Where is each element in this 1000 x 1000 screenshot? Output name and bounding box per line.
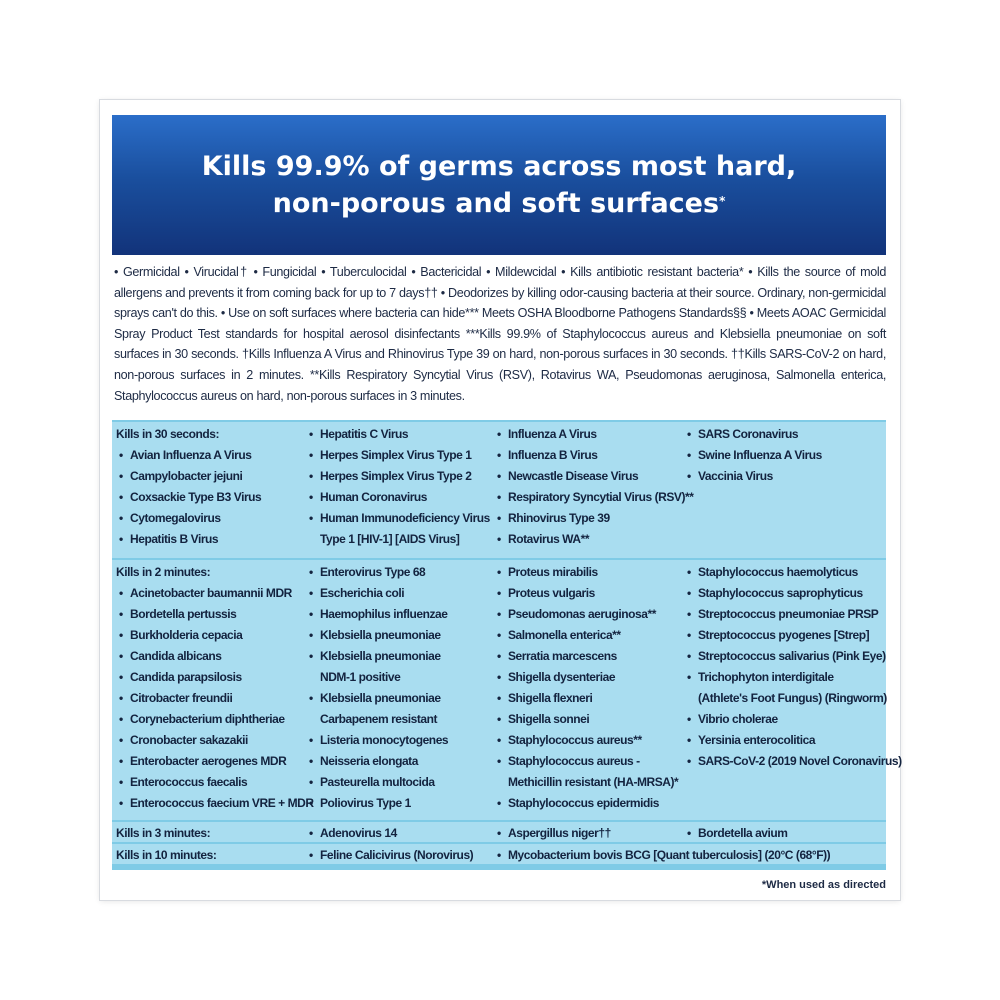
list-item: • Cronobacter sakazakii bbox=[116, 730, 306, 751]
list-item: • Staphylococcus aureus** bbox=[494, 730, 684, 751]
list-item: • Hepatitis B Virus bbox=[116, 529, 306, 550]
row-label: Kills in 2 minutes: bbox=[116, 565, 211, 579]
col-1 bbox=[116, 562, 314, 820]
list-item: • Enterococcus faecium VRE + MDR bbox=[116, 793, 306, 814]
list-item: • Shigella dysenteriae bbox=[494, 667, 684, 688]
list-item: • Herpes Simplex Virus Type 1 bbox=[306, 445, 494, 466]
list-item: • Swine Influenza A Virus bbox=[684, 445, 884, 466]
list-item: • Enterococcus faecalis bbox=[116, 772, 306, 793]
list-item: • Candida albicans bbox=[116, 646, 306, 667]
list-item: • Cytomegalovirus bbox=[116, 508, 306, 529]
list-item: • Klebsiella pneumoniae bbox=[306, 688, 494, 709]
list-item: • Vibrio cholerae bbox=[684, 709, 884, 730]
row-2-minutes bbox=[112, 560, 902, 820]
row-label: Kills in 10 minutes: bbox=[116, 848, 217, 862]
list-item: • Streptococcus pyogenes [Strep] bbox=[684, 625, 884, 646]
list-item: • Serratia marcescens bbox=[494, 646, 684, 667]
list-item: • Influenza B Virus bbox=[494, 445, 684, 466]
product-info-panel bbox=[100, 100, 900, 900]
col-2 bbox=[306, 846, 494, 864]
list-item-continuation: NDM-1 positive bbox=[320, 670, 401, 684]
col-2 bbox=[306, 562, 494, 820]
list-item: • Mycobacterium bovis BCG [Quant tuberculosis] (20°C (68°F)) bbox=[494, 846, 884, 864]
list-item: • Streptococcus pneumoniae PRSP bbox=[684, 604, 884, 625]
list-item: • Avian Influenza A Virus bbox=[116, 445, 306, 466]
list-item: • Staphylococcus aureus - bbox=[494, 751, 684, 772]
list-item: • Aspergillus niger†† bbox=[494, 824, 684, 842]
list-item: • Burkholderia cepacia bbox=[116, 625, 306, 646]
row-label: Kills in 3 minutes: bbox=[116, 826, 211, 840]
col-2 bbox=[306, 824, 494, 842]
col-1 bbox=[116, 846, 306, 864]
list-item-continuation: (Athlete's Foot Fungus) (Ringworm) bbox=[698, 691, 887, 705]
headline bbox=[202, 148, 797, 222]
col-4 bbox=[684, 562, 902, 820]
list-item: • Trichophyton interdigitale bbox=[684, 667, 884, 688]
claims-paragraph: • Germicidal • Virucidal† • Fungicidal • Tuberculocidal • Bactericidal • Mildewcidal • Kills antibiotic resistant bacteria* • Kills the source of mold allergens and prevents it from coming back for up to 7 days†† • Deodorizes by killing odor-causing bacteria at their source. Ordinary, non-germicidal sprays can't do this. • Use on soft surfaces where bacteria can hide*** Meets OSHA Bloodborne Pathogens Standards§§ • Meets AOAC Germicidal Spray Product Test standards for hospital aerosol disinfectants ***Kills 99.9% of Staphylococcus aureus and Klebsiella pneumoniae on soft surfaces in 30 seconds. †Kills Influenza A Virus and Rhinovirus Type 39 on hard, non-porous surfaces in 30 seconds. ††Kills SARS-CoV-2 on hard, non-porous surfaces in 2 minutes. **Kills Respiratory Syncytial Virus (RSV), Rotavirus WA, Pseudomonas aeruginosa, Salmonella enterica, Staphylococcus aureus on hard, non-porous surfaces in 3 minutes. bbox=[114, 265, 886, 403]
list-item: • Haemophilus influenzae bbox=[306, 604, 494, 625]
row-10-minutes bbox=[112, 844, 886, 864]
list-item: • Listeria monocytogenes bbox=[306, 730, 494, 751]
col-4 bbox=[684, 824, 884, 842]
list-item: • Yersinia enterocolitica bbox=[684, 730, 884, 751]
list-item: • Klebsiella pneumoniae bbox=[306, 646, 494, 667]
list-item: • Adenovirus 14 bbox=[306, 824, 494, 842]
list-item: • Acinetobacter baumannii MDR bbox=[116, 583, 306, 604]
list-item: • Citrobacter freundii bbox=[116, 688, 306, 709]
list-item: • Respiratory Syncytial Virus (RSV)** bbox=[494, 487, 684, 508]
list-item: • Feline Calicivirus (Norovirus) bbox=[306, 846, 494, 864]
row-30-seconds bbox=[112, 422, 886, 558]
col-2 bbox=[306, 424, 494, 558]
list-item: • Escherichia coli bbox=[306, 583, 494, 604]
list-item: • Proteus mirabilis bbox=[494, 562, 684, 583]
col-3 bbox=[494, 562, 684, 820]
list-item: • Staphylococcus epidermidis bbox=[494, 793, 684, 814]
headline-mark: * bbox=[719, 194, 726, 208]
list-item: • Candida parapsilosis bbox=[116, 667, 306, 688]
list-item: • Vaccinia Virus bbox=[684, 466, 884, 487]
list-item: • Rhinovirus Type 39 bbox=[494, 508, 684, 529]
kill-claims-table bbox=[112, 420, 902, 870]
headline-banner bbox=[112, 115, 886, 255]
col-3 bbox=[494, 424, 694, 558]
row-label: Kills in 30 seconds: bbox=[116, 427, 220, 441]
list-item: • Bordetella pertussis bbox=[116, 604, 306, 625]
list-item: • Shigella sonnei bbox=[494, 709, 684, 730]
list-item: • Enterobacter aerogenes MDR bbox=[116, 751, 306, 772]
list-item: • Klebsiella pneumoniae bbox=[306, 625, 494, 646]
list-item: • Herpes Simplex Virus Type 2 bbox=[306, 466, 494, 487]
col-4 bbox=[684, 424, 884, 558]
col-1 bbox=[116, 824, 306, 842]
list-item: • Influenza A Virus bbox=[494, 424, 684, 445]
list-item: • Human Immunodeficiency Virus bbox=[306, 508, 494, 529]
list-item: • Corynebacterium diphtheriae bbox=[116, 709, 306, 730]
list-item: • Human Coronavirus bbox=[306, 487, 494, 508]
list-item: • Campylobacter jejuni bbox=[116, 466, 306, 487]
list-item: • Streptococcus salivarius (Pink Eye) bbox=[684, 646, 884, 667]
list-item: • Enterovirus Type 68 bbox=[306, 562, 494, 583]
list-item: • Poliovirus Type 1 bbox=[306, 793, 494, 814]
footnote: *When used as directed bbox=[761, 879, 886, 891]
headline-line-1: Kills 99.9% of germs across most hard, bbox=[201, 151, 797, 182]
list-item: • SARS-CoV-2 (2019 Novel Coronavirus) bbox=[684, 751, 884, 772]
list-item-continuation: Carbapenem resistant bbox=[320, 712, 438, 726]
list-item: • Pasteurella multocida bbox=[306, 772, 494, 793]
list-item: • Salmonella enterica** bbox=[494, 625, 684, 646]
list-item: • Shigella flexneri bbox=[494, 688, 684, 709]
list-item: • Hepatitis C Virus bbox=[306, 424, 494, 445]
col-1 bbox=[116, 424, 306, 558]
list-item: • Staphylococcus saprophyticus bbox=[684, 583, 884, 604]
headline-line-2: non-porous and soft surfaces bbox=[272, 188, 720, 219]
list-item: • Newcastle Disease Virus bbox=[494, 466, 684, 487]
list-item: • Proteus vulgaris bbox=[494, 583, 684, 604]
list-item: • Bordetella avium bbox=[684, 824, 884, 842]
list-item: • Staphylococcus haemolyticus bbox=[684, 562, 884, 583]
list-item: • Coxsackie Type B3 Virus bbox=[116, 487, 306, 508]
col-3 bbox=[494, 824, 684, 842]
list-item: • Neisseria elongata bbox=[306, 751, 494, 772]
list-item: • Pseudomonas aeruginosa** bbox=[494, 604, 684, 625]
col-3 bbox=[494, 846, 884, 864]
list-item-continuation: Type 1 [HIV-1] [AIDS Virus] bbox=[320, 532, 460, 546]
list-item: • Rotavirus WA** bbox=[494, 529, 684, 550]
list-item: • SARS Coronavirus bbox=[684, 424, 884, 445]
list-item-continuation: Methicillin resistant (HA-MRSA)* bbox=[508, 775, 679, 789]
row-3-minutes bbox=[112, 822, 886, 842]
